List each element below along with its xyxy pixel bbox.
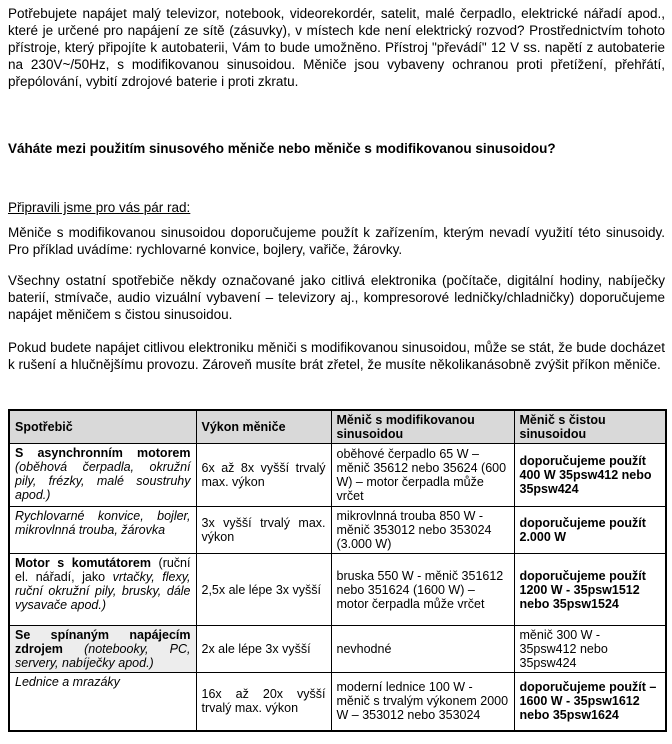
header-cell-pure-sine: Měnič s čistou sinusoidou — [514, 410, 666, 444]
cell-inverter-power: 2,5x ale lépe 3x vyšší — [196, 554, 331, 626]
cell-appliance — [9, 554, 196, 626]
cell-inverter-power: 16x až 20x vyšší trvalý max. výkon — [196, 673, 331, 731]
cell-inverter-power: 3x vyšší trvalý max. výkon — [196, 507, 331, 554]
cell-modified-sine: mikrovlnná trouba 850 W - měnič 353012 nebo 353024 (3.000 W) — [331, 507, 514, 554]
cell-appliance — [9, 673, 196, 731]
cell-pure-sine: doporučujeme použít 2.000 W — [514, 507, 666, 554]
cell-pure-sine: doporučujeme použít 1200 W - 35psw1512 nebo 35psw1524 — [514, 554, 666, 626]
appliance-examples: (notebooky, PC, servery, nabíječky apod.) — [15, 642, 191, 670]
appliance-name: Motor s komutátorem — [15, 556, 151, 570]
cell-modified-sine: moderní lednice 100 W - měnič s trvalým výkonem 2000 W – 353012 nebo 353024 — [331, 673, 514, 731]
cell-appliance — [9, 444, 196, 507]
table-row-switching-psu — [9, 626, 666, 673]
cell-modified-sine: oběhové čerpadlo 65 W – měnič 35612 nebo 35624 (600 W) – motor čerpadla může vrčet — [331, 444, 514, 507]
appliance-name: Lednice a mrazáky — [15, 675, 120, 689]
header-cell-inverter-power: Výkon měniče — [196, 410, 331, 444]
appliance-name: S asynchronním motorem — [15, 446, 191, 460]
cell-appliance — [9, 507, 196, 554]
paragraph-modified-sine-advice: Měniče s modifikovanou sinusoidou doporučujeme použít k zařízením, kterým nevadí využití této sinusoidy. Pro příklad uvádíme: rychlovarné konvice, bojlery, vařiče, žárovky. — [8, 225, 665, 257]
paragraph-warning: Pokud budete napájet citlivou elektroniku měniči s modifikovanou sinusoidou, může se stát, že bude docházet k rušení a hlučnějšímu provozu. Zároveň musíte brát zřetel, že musíte několikanásobně zvýšit příkon měniče. — [8, 340, 665, 372]
cell-appliance — [9, 626, 196, 673]
cell-modified-sine: nevhodné — [331, 626, 514, 673]
cell-modified-sine: bruska 550 W - měnič 351612 nebo 351624 (1600 W) – motor čerpadla může vrčet — [331, 554, 514, 626]
paragraph-pure-sine-advice: Všechny ostatní spotřebiče někdy označované jako citlivá elektronika (počítače, digitální hodiny, nabíječky baterií, stmívače, audio vizuální vybavení – televizory aj., kompresorové ledničky/chladničky) doporučujeme napájet měničem s čistou sinusoidou. — [8, 273, 665, 322]
appliance-examples: vrtačky, flexy, ruční okružní pily, brusky, dále vysavače apod.) — [15, 570, 191, 612]
table-header-row — [9, 410, 666, 444]
cell-pure-sine: doporučujeme použít – 1600 W - 35psw1612 nebo 35psw1624 — [514, 673, 666, 731]
table-row-fridges — [9, 673, 666, 731]
appliance-name: Rychlovarné konvice, bojler, mikrovlnná trouba, žárovka — [15, 509, 191, 537]
table-row-commutator-motor — [9, 554, 666, 626]
paragraph-intro: Potřebujete napájet malý televizor, notebook, videorekordér, satelit, malé čerpadlo, elektrické nářadí apod., které je určené pro napájení ze sítě (zásuvky), v místech kde není elektrický rozvod? Prostřednictvím tohoto přístroje, který připojíte k autobaterii, Vám to bude umožněno. Přístroj "převádí" 12 V ss. napětí z autobaterie na 230V~/50Hz, s modifikovanou sinusoidou. Měniče jsou vybaveny ochranou proti přetížení, přehřátí, přepólování, vybití zdrojové baterie i proti zkratu. — [8, 6, 665, 89]
cell-inverter-power: 2x ale lépe 3x vyšší — [196, 626, 331, 673]
cell-pure-sine: doporučujeme použít 400 W 35psw412 nebo 35psw424 — [514, 444, 666, 507]
appliance-comparison-table — [8, 409, 667, 732]
appliance-note: (ruční el. nářadí, jako — [15, 556, 191, 584]
table-row-async-motor — [9, 444, 666, 507]
header-cell-appliance: Spotřebič — [9, 410, 196, 444]
appliance-examples: (oběhová čerpadla, okružní pily, frézky, malé soustruhy apod.) — [15, 460, 191, 502]
tips-heading: Připravili jsme pro vás pár rad: — [8, 200, 191, 215]
cell-pure-sine: měnič 300 W - 35psw412 nebo 35psw424 — [514, 626, 666, 673]
appliance-name: Se spínaným napájecím zdrojem — [15, 628, 191, 656]
question-heading: Váháte mezi použitím sinusového měniče nebo měniče s modifikovanou sinusoidou? — [8, 141, 556, 156]
header-cell-modified-sine: Měnič s modifikovanou sinusoidou — [331, 410, 514, 444]
cell-inverter-power: 6x až 8x vyšší trvalý max. výkon — [196, 444, 331, 507]
table-row-kettles — [9, 507, 666, 554]
